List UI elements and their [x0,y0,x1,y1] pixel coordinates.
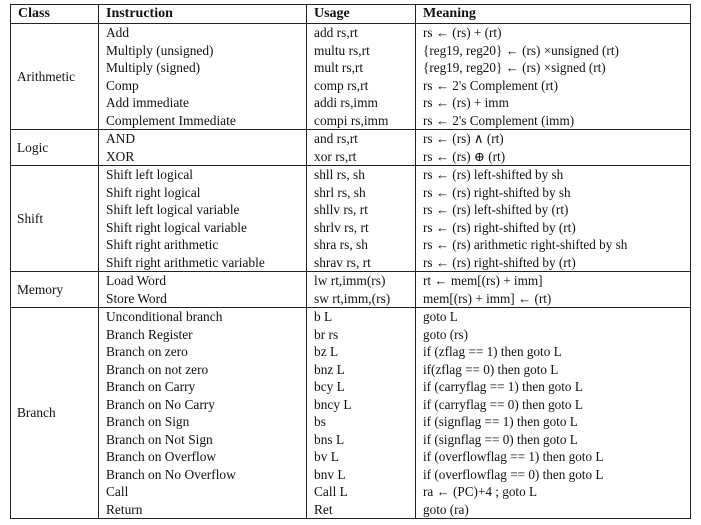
table-row [11,112,691,130]
meaning-cell: {reg19, reg20} ← (rs) ×signed (rt) [416,59,691,77]
usage-cell: bnz L [307,361,416,379]
table-row [11,378,691,396]
meaning-cell: goto L [416,308,691,326]
instruction-cell: XOR [99,148,307,166]
usage-cell: multu rs,rt [307,42,416,60]
class-cell: Memory [11,272,99,308]
table-row [11,254,691,272]
table-row [11,466,691,484]
table-row [11,326,691,344]
usage-cell: shll rs, sh [307,166,416,184]
table-row [11,148,691,166]
usage-cell: bncy L [307,396,416,414]
table-row [11,77,691,95]
meaning-cell: mem[(rs) + imm] ← (rt) [416,290,691,308]
instruction-set-table [10,4,691,519]
table-row [11,290,691,308]
usage-cell: bnv L [307,466,416,484]
table-row [11,236,691,254]
instruction-cell: Add [99,24,307,42]
instruction-cell: Branch on Not Sign [99,431,307,449]
usage-cell: addi rs,imm [307,94,416,112]
instruction-cell: Branch on No Carry [99,396,307,414]
usage-cell: br rs [307,326,416,344]
instruction-cell: Multiply (signed) [99,59,307,77]
meaning-cell: rs ← (rs) ∧ (rt) [416,130,691,148]
instruction-cell: Shift right arithmetic [99,236,307,254]
usage-cell: shra rs, sh [307,236,416,254]
meaning-cell: rs ← (rs) right-shifted by sh [416,184,691,202]
table-row [11,166,691,184]
header-class: Class [11,5,99,24]
meaning-cell: rs ← (rs) + imm [416,94,691,112]
usage-cell: xor rs,rt [307,148,416,166]
table-row [11,184,691,202]
instruction-cell: Branch on not zero [99,361,307,379]
table-row [11,361,691,379]
class-cell: Shift [11,166,99,272]
table-row [11,201,691,219]
usage-cell: and rs,rt [307,130,416,148]
usage-cell: bv L [307,448,416,466]
instruction-cell: Multiply (unsigned) [99,42,307,60]
usage-cell: shrl rs, sh [307,184,416,202]
meaning-cell: rs ← (rs) left-shifted by sh [416,166,691,184]
instruction-cell: Shift left logical variable [99,201,307,219]
meaning-cell: if (signflag == 1) then goto L [416,413,691,431]
meaning-cell: if (signflag == 0) then goto L [416,431,691,449]
table-row [11,272,691,290]
usage-cell: bns L [307,431,416,449]
meaning-cell: rs ← (rs) right-shifted by (rt) [416,219,691,237]
instruction-cell: Branch Register [99,326,307,344]
meaning-cell: ra ← (PC)+4 ; goto L [416,483,691,501]
instruction-cell: AND [99,130,307,148]
instruction-cell: Add immediate [99,94,307,112]
usage-cell: add rs,rt [307,24,416,42]
instruction-cell: Load Word [99,272,307,290]
meaning-cell: rs ← 2's Complement (rt) [416,77,691,95]
header-instruction: Instruction [99,5,307,24]
instruction-cell: Return [99,501,307,519]
meaning-cell: rs ← (rs) left-shifted by (rt) [416,201,691,219]
instruction-cell: Shift right logical [99,184,307,202]
usage-cell: shrav rs, rt [307,254,416,272]
usage-cell: b L [307,308,416,326]
usage-cell: Call L [307,483,416,501]
usage-cell: comp rs,rt [307,77,416,95]
usage-cell: shllv rs, rt [307,201,416,219]
meaning-cell: rs ← (rs) ⊕ (rt) [416,148,691,166]
table-row [11,448,691,466]
instruction-cell: Shift right arithmetic variable [99,254,307,272]
usage-cell: shrlv rs, rt [307,219,416,237]
usage-cell: sw rt,imm,(rs) [307,290,416,308]
table-row [11,483,691,501]
usage-cell: compi rs,imm [307,112,416,130]
usage-cell: bs [307,413,416,431]
meaning-cell: if (carryflag == 1) then goto L [416,378,691,396]
meaning-cell: goto (rs) [416,326,691,344]
usage-cell: lw rt,imm(rs) [307,272,416,290]
meaning-cell: {reg19, reg20} ← (rs) ×unsigned (rt) [416,42,691,60]
header-usage: Usage [307,5,416,24]
instruction-cell: Shift left logical [99,166,307,184]
class-cell: Logic [11,130,99,166]
meaning-cell: if (overflowflag == 1) then goto L [416,448,691,466]
table-row [11,42,691,60]
instruction-cell: Shift right logical variable [99,219,307,237]
table-row [11,308,691,326]
class-cell: Branch [11,308,99,519]
meaning-cell: if (carryflag == 0) then goto L [416,396,691,414]
header-meaning: Meaning [416,5,691,24]
usage-cell: mult rs,rt [307,59,416,77]
instruction-cell: Unconditional branch [99,308,307,326]
instruction-cell: Complement Immediate [99,112,307,130]
meaning-cell: rs ← 2's Complement (imm) [416,112,691,130]
table-row [11,343,691,361]
meaning-cell: rs ← (rs) arithmetic right-shifted by sh [416,236,691,254]
meaning-cell: rt ← mem[(rs) + imm] [416,272,691,290]
meaning-cell: if(zflag == 0) then goto L [416,361,691,379]
header-row [11,5,691,24]
instruction-cell: Branch on Carry [99,378,307,396]
table-row [11,431,691,449]
usage-cell: bcy L [307,378,416,396]
meaning-cell: rs ← (rs) right-shifted by (rt) [416,254,691,272]
table-row [11,59,691,77]
table-row [11,94,691,112]
table-row [11,219,691,237]
instruction-cell: Branch on Overflow [99,448,307,466]
table-row [11,396,691,414]
instruction-cell: Comp [99,77,307,95]
instruction-cell: Branch on Sign [99,413,307,431]
instruction-cell: Branch on No Overflow [99,466,307,484]
instruction-cell: Branch on zero [99,343,307,361]
meaning-cell: rs ← (rs) + (rt) [416,24,691,42]
instruction-cell: Call [99,483,307,501]
table-row [11,24,691,42]
instruction-cell: Store Word [99,290,307,308]
class-cell: Arithmetic [11,24,99,130]
table-row [11,501,691,519]
table-body [11,24,691,519]
table-row [11,130,691,148]
meaning-cell: if (overflowflag == 0) then goto L [416,466,691,484]
usage-cell: Ret [307,501,416,519]
usage-cell: bz L [307,343,416,361]
meaning-cell: if (zflag == 1) then goto L [416,343,691,361]
table-row [11,413,691,431]
meaning-cell: goto (ra) [416,501,691,519]
